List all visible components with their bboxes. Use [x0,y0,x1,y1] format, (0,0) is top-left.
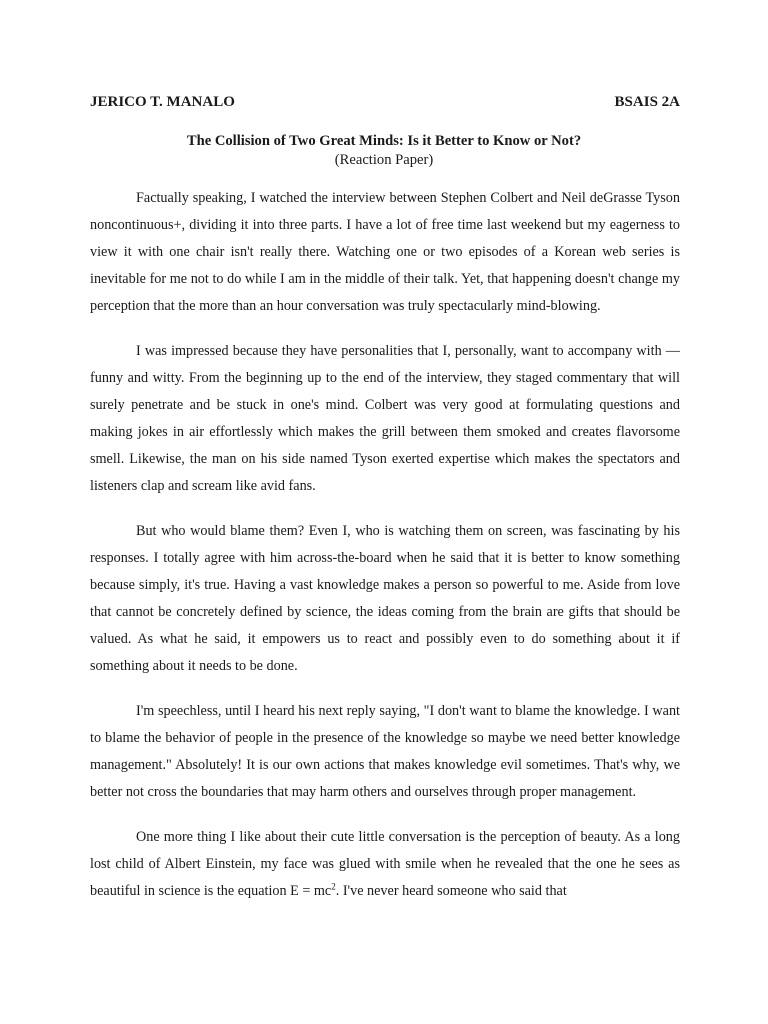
document-body [90,185,680,923]
paragraph-text-cont: . I've never heard someone who said that [335,883,567,899]
paragraph: I'm speechless, until I heard his next reply saying, "I don't want to blame the knowledge. I want to blame the behavior of people in the presence of the knowledge so maybe we need better knowledge management." Absolutely! It is our own actions that makes knowledge evil sometimes. That's why, we better not cross the boundaries that may harm others and ourselves through proper management. [90,703,680,800]
paragraph-text: One more thing I like about their cute little conversation is the perception of beauty. As a long lost child of Albert Einstein, my face was glued with smile when he revealed that the one he sees as beautiful in science is the equation E = mc [90,829,680,899]
paragraph: I was impressed because they have personalities that I, personally, want to accompany with — funny and witty. From the beginning up to the end of the interview, they staged commentary that will surely penetrate and be stuck in one's mind. Colbert was very good at formulating questions and making jokes in air effortlessly which makes the grill between them smoked and creates flavorsome smell. Likewise, the man on his side named Tyson exerted expertise which makes the spectators and listeners clap and scream like avid fans. [90,343,680,494]
course-section: BSAIS 2A [614,94,680,110]
paragraph: But who would blame them? Even I, who is watching them on screen, was fascinating by his responses. I totally agree with him across-the-board when he said that it is better to know something because simply, it's true. Having a vast knowledge makes a person so powerful to me. Aside from love that cannot be concretely defined by science, the ideas coming from the brain are gifts that should be valued. As what he said, it empowers us to react and possibly even to do something about it if something about it needs to be done. [90,523,680,674]
title-block [0,132,768,170]
document-header [90,92,680,112]
paragraph-last [90,824,680,905]
paragraph: Factually speaking, I watched the interview between Stephen Colbert and Neil deGrasse Tyson noncontinuous+, dividing it into three parts. I have a lot of free time last weekend but my eagerness to view it with one chair isn't really there. Watching one or two episodes of a Korean web series is inevitable for me not to do while I am in the middle of their talk. Yet, that happening doesn't change my perception that the more than an hour conversation was truly spectacularly mind-blowing. [90,190,680,314]
document-title: The Collision of Two Great Minds: Is it Better to Know or Not? [186,133,582,149]
superscript: 2 [331,881,336,892]
document-subtitle: (Reaction Paper) [334,152,434,168]
author-name: JERICO T. MANALO [90,94,235,110]
